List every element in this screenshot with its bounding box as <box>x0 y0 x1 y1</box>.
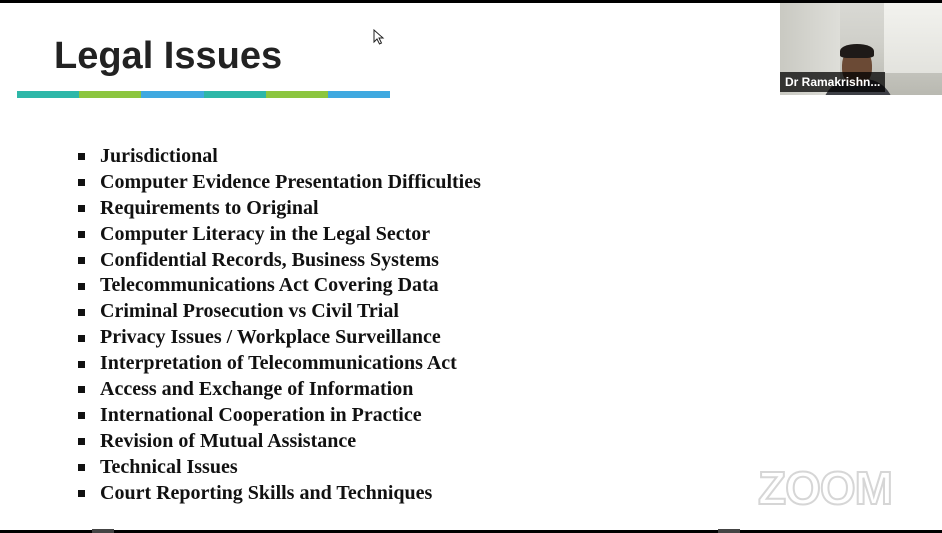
bullet-item <box>78 248 481 274</box>
bullet-text: Criminal Prosecution vs Civil Trial <box>100 300 399 323</box>
bullet-text: Requirements to Original <box>100 196 319 219</box>
square-bullet-icon <box>78 464 85 471</box>
square-bullet-icon <box>78 438 85 445</box>
square-bullet-icon <box>78 386 85 393</box>
bullet-item <box>78 273 481 299</box>
bullet-item <box>78 325 481 351</box>
zoom-watermark-logo: ZOOM <box>758 462 892 514</box>
square-bullet-icon <box>78 490 85 497</box>
bullet-item <box>78 144 481 170</box>
square-bullet-icon <box>78 412 85 419</box>
underline-segment <box>17 91 79 98</box>
square-bullet-icon <box>78 335 85 342</box>
underline-segment <box>266 91 328 98</box>
bullet-text: Court Reporting Skills and Techniques <box>100 481 433 504</box>
participant-name-label: Dr Ramakrishn... <box>780 72 885 92</box>
bullet-text: International Cooperation in Practice <box>100 403 422 426</box>
participant-video-tile[interactable] <box>780 3 942 95</box>
bullet-text: Confidential Records, Business Systems <box>100 248 439 271</box>
square-bullet-icon <box>78 361 85 368</box>
slide-title: Legal Issues <box>54 35 283 77</box>
title-underline <box>17 91 390 98</box>
bullet-text: Privacy Issues / Workplace Surveillance <box>100 326 441 349</box>
bullet-text: Access and Exchange of Information <box>100 378 414 401</box>
bullet-text: Computer Literacy in the Legal Sector <box>100 222 431 245</box>
bullet-item <box>78 222 481 248</box>
bullet-item <box>78 403 481 429</box>
square-bullet-icon <box>78 283 85 290</box>
video-background-window <box>884 3 942 73</box>
square-bullet-icon <box>78 153 85 160</box>
bottom-marker-left <box>92 529 114 533</box>
bullet-item <box>78 377 481 403</box>
underline-segment <box>204 91 266 98</box>
bottom-marker-right <box>718 529 740 533</box>
bullet-item <box>78 429 481 455</box>
bullet-item <box>78 455 481 481</box>
bullet-item <box>78 170 481 196</box>
underline-segment <box>141 91 203 98</box>
bullet-text: Interpretation of Telecommunications Act <box>100 352 457 375</box>
square-bullet-icon <box>78 257 85 264</box>
square-bullet-icon <box>78 179 85 186</box>
square-bullet-icon <box>78 205 85 212</box>
bullet-item <box>78 299 481 325</box>
underline-segment <box>79 91 141 98</box>
bullet-text: Telecommunications Act Covering Data <box>100 274 439 297</box>
participant-hair <box>840 44 874 58</box>
bullet-item <box>78 196 481 222</box>
bullet-text: Revision of Mutual Assistance <box>100 429 357 452</box>
bullet-text: Computer Evidence Presentation Difficulties <box>100 170 481 193</box>
underline-segment <box>328 91 390 98</box>
mouse-pointer-icon <box>373 29 385 45</box>
square-bullet-icon <box>78 309 85 316</box>
square-bullet-icon <box>78 231 85 238</box>
bullet-text: Jurisdictional <box>100 145 218 167</box>
bullet-item <box>78 481 481 507</box>
bullet-text: Technical Issues <box>100 455 238 478</box>
bullet-item <box>78 351 481 377</box>
bullet-list <box>78 144 481 506</box>
